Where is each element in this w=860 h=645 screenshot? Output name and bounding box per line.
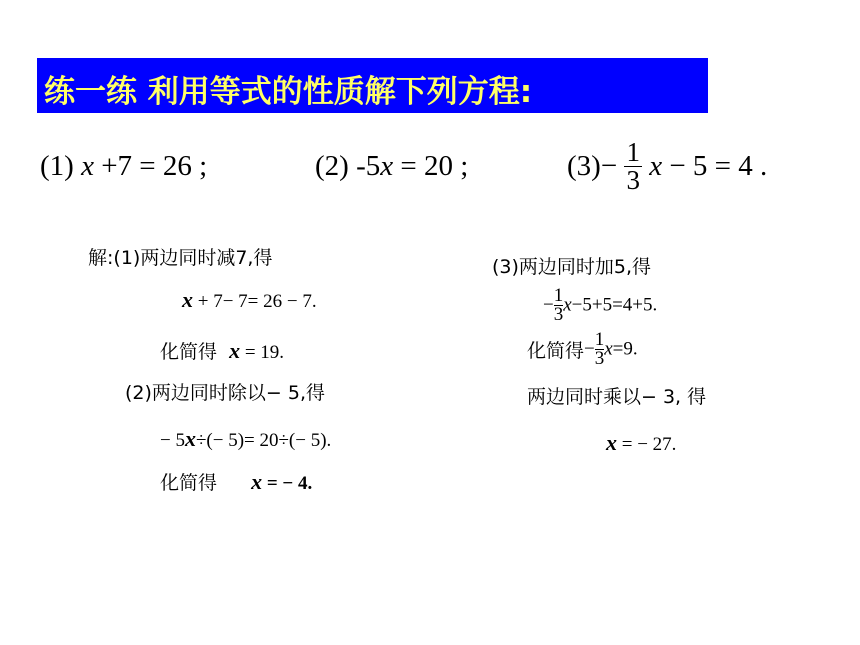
problem-3-fraction: [624, 139, 642, 194]
solution-2-result-equation: = − 4.: [262, 473, 313, 494]
solution-3-step-minus: −: [543, 294, 554, 316]
solution-1-step-equation: + 7− 7= 26 − 7.: [193, 291, 317, 312]
problem-3-denominator: 3: [626, 165, 640, 195]
solution-3-simplify-label: 化简得: [527, 340, 585, 363]
solution-1-header: 解:(1)两边同时减7,得: [88, 247, 273, 269]
solution-3-result: [606, 430, 676, 456]
solution-3-step-equation: −5+5=4+5.: [571, 294, 658, 316]
solution-1-simplify-label: 化简得: [160, 341, 218, 363]
solution-3-simplified-numerator: 1: [594, 329, 605, 350]
solution-3-step-denominator: 3: [553, 304, 564, 326]
solution-3-simplified-variable: x: [604, 338, 613, 360]
problem-3-variable: x: [649, 150, 663, 182]
problem-3-equation: − 5 = 4 .: [662, 150, 768, 182]
solution-1-result-equation: = 19.: [240, 342, 285, 363]
problem-2: [315, 150, 468, 183]
solution-2-header: (2)两边同时除以− 5,得: [125, 382, 326, 404]
problem-2-equation: = 20 ;: [393, 150, 469, 182]
problem-1: [40, 150, 207, 183]
solution-2-simplify-label: 化简得: [160, 472, 218, 494]
solution-3-step-variable: x: [563, 294, 572, 316]
problem-2-label: (2) -5: [315, 150, 381, 182]
solution-1-result-variable: x: [229, 338, 241, 363]
solution-3-step-fraction: [554, 287, 564, 324]
solution-3-header: (3)两边同时加5,得: [492, 256, 652, 278]
solution-3-simplified-minus: −: [584, 338, 595, 360]
solution-1-step: [182, 287, 317, 313]
solution-3-step: [543, 287, 657, 324]
solution-2-result: [160, 468, 312, 495]
solution-2-step: [160, 426, 331, 452]
problem-1-variable: x: [81, 150, 94, 182]
solution-2-step-variable: x: [184, 426, 196, 451]
solution-3-simplified-equation: =9.: [612, 338, 638, 360]
solution-2-result-variable: x: [251, 469, 263, 494]
solution-3-simplified-fraction: [595, 331, 605, 368]
page-title: 练一练 利用等式的性质解下列方程:: [44, 74, 533, 110]
solution-1-step-variable: x: [182, 287, 193, 312]
problem-3: [567, 139, 767, 194]
problem-3-label: (3): [567, 150, 601, 182]
solution-3-simplified: [527, 331, 638, 368]
solution-3-simplified-denominator: 3: [594, 348, 605, 370]
problem-2-variable: x: [380, 150, 394, 182]
solution-2-step-prefix: − 5: [160, 430, 185, 451]
problem-1-equation: +7 = 26 ;: [93, 150, 208, 182]
solution-3-step-numerator: 1: [553, 285, 564, 306]
solution-2-step-equation: ÷(− 5)= 20÷(− 5).: [195, 430, 332, 451]
problem-1-label: (1): [40, 150, 74, 182]
solution-3-result-equation: = − 27.: [617, 434, 677, 455]
solution-1-result: [160, 337, 284, 364]
solution-3-result-variable: x: [606, 430, 617, 455]
problem-3-minus: −: [600, 150, 618, 182]
problem-3-numerator: 1: [626, 137, 640, 167]
solution-3-multiply-header: 两边同时乘以− 3, 得: [527, 386, 707, 408]
